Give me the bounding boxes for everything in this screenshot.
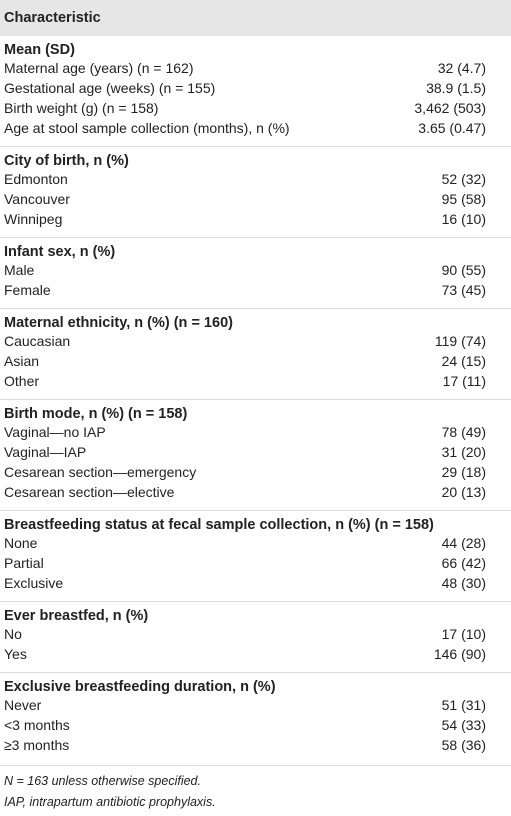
row-label: Exclusive [4,575,64,591]
row-label: No [4,626,22,642]
table-row [0,715,511,735]
table-section [0,399,511,504]
row-value: 90 (55) [441,262,486,278]
table-section [0,601,511,666]
table-row [0,553,511,573]
table-row [0,422,511,442]
table-row [0,280,511,300]
row-label: Maternal age (years) (n = 162) [4,60,194,76]
table-row [0,260,511,280]
row-label: Edmonton [4,171,68,187]
table-section [0,308,511,393]
row-label: Other [4,373,40,389]
row-value: 20 (13) [441,484,486,500]
table-footnotes [0,765,511,816]
row-value: 16 (10) [441,211,486,227]
row-value: 78 (49) [441,424,486,440]
row-value: 31 (20) [441,444,486,460]
footnote: N = 163 unless otherwise specified. [4,774,201,788]
table-row [0,118,511,138]
table-section [0,36,511,140]
row-value: 29 (18) [441,464,486,480]
section-title: Exclusive breastfeeding duration, n (%) [4,679,276,695]
section-title: City of birth, n (%) [4,153,129,169]
table-row [0,624,511,644]
table-row [0,482,511,502]
table-row [0,644,511,664]
row-value: 52 (32) [441,171,486,187]
row-value: 58 (36) [441,737,486,753]
table-row [0,78,511,98]
section-title: Infant sex, n (%) [4,244,116,260]
row-label: Vaginal—IAP [4,444,87,460]
row-value: 54 (33) [441,717,486,733]
row-label: Age at stool sample collection (months), n (%) [4,120,290,136]
row-value: 44 (28) [441,535,486,551]
table-row [0,169,511,189]
row-label: None [4,535,38,551]
section-title: Breastfeeding status at fecal sample collection, n (%) (n = 158) [4,517,434,533]
row-label: Cesarean section—elective [4,484,175,500]
row-label: Winnipeg [4,211,63,227]
table-row [0,442,511,462]
row-label: Caucasian [4,333,71,349]
row-label: <3 months [4,717,70,733]
table-row [0,98,511,118]
section-title: Ever breastfed, n (%) [4,608,149,624]
section-title: Birth mode, n (%) (n = 158) [4,406,188,422]
row-value: 51 (31) [441,697,486,713]
table-section [0,146,511,231]
table-row [0,371,511,391]
table-row [0,331,511,351]
table-row [0,695,511,715]
row-label: Birth weight (g) (n = 158) [4,100,159,116]
section-title: Mean (SD) [4,42,75,58]
row-value: 17 (10) [441,626,486,642]
table-row [0,351,511,371]
table-section [0,672,511,757]
row-label: Vaginal—no IAP [4,424,106,440]
row-label: Yes [4,646,27,662]
table-row [0,209,511,229]
table-row [0,58,511,78]
table-row [0,533,511,553]
table-body [0,36,511,757]
row-label: Asian [4,353,40,369]
row-label: ≥3 months [4,737,70,753]
table-row [0,189,511,209]
row-value: 146 (90) [433,646,486,662]
row-value: 38.9 (1.5) [426,80,486,96]
table-section [0,237,511,302]
row-label: Partial [4,555,44,571]
table-section [0,510,511,595]
row-label: Female [4,282,51,298]
row-value: 95 (58) [441,191,486,207]
row-label: Gestational age (weeks) (n = 155) [4,80,216,96]
row-value: 119 (74) [434,333,486,349]
row-value: 24 (15) [441,353,486,369]
row-label: Vancouver [4,191,70,207]
row-value: 48 (30) [441,575,486,591]
section-title: Maternal ethnicity, n (%) (n = 160) [4,315,233,331]
table-row [0,735,511,755]
row-label: Male [4,262,35,278]
footnote: IAP, intrapartum antibiotic prophylaxis. [4,795,216,809]
row-label: Never [4,697,42,713]
row-label: Cesarean section—emergency [4,464,197,480]
row-value: 73 (45) [441,282,486,298]
row-value: 3.65 (0.47) [418,120,486,136]
table-row [0,573,511,593]
column-header-characteristic: Characteristic [4,10,101,26]
row-value: 3,462 (503) [414,100,486,116]
table-header [0,0,511,36]
row-value: 66 (42) [441,555,486,571]
table-row [0,462,511,482]
row-value: 17 (11) [442,373,486,389]
row-value: 32 (4.7) [437,60,486,76]
